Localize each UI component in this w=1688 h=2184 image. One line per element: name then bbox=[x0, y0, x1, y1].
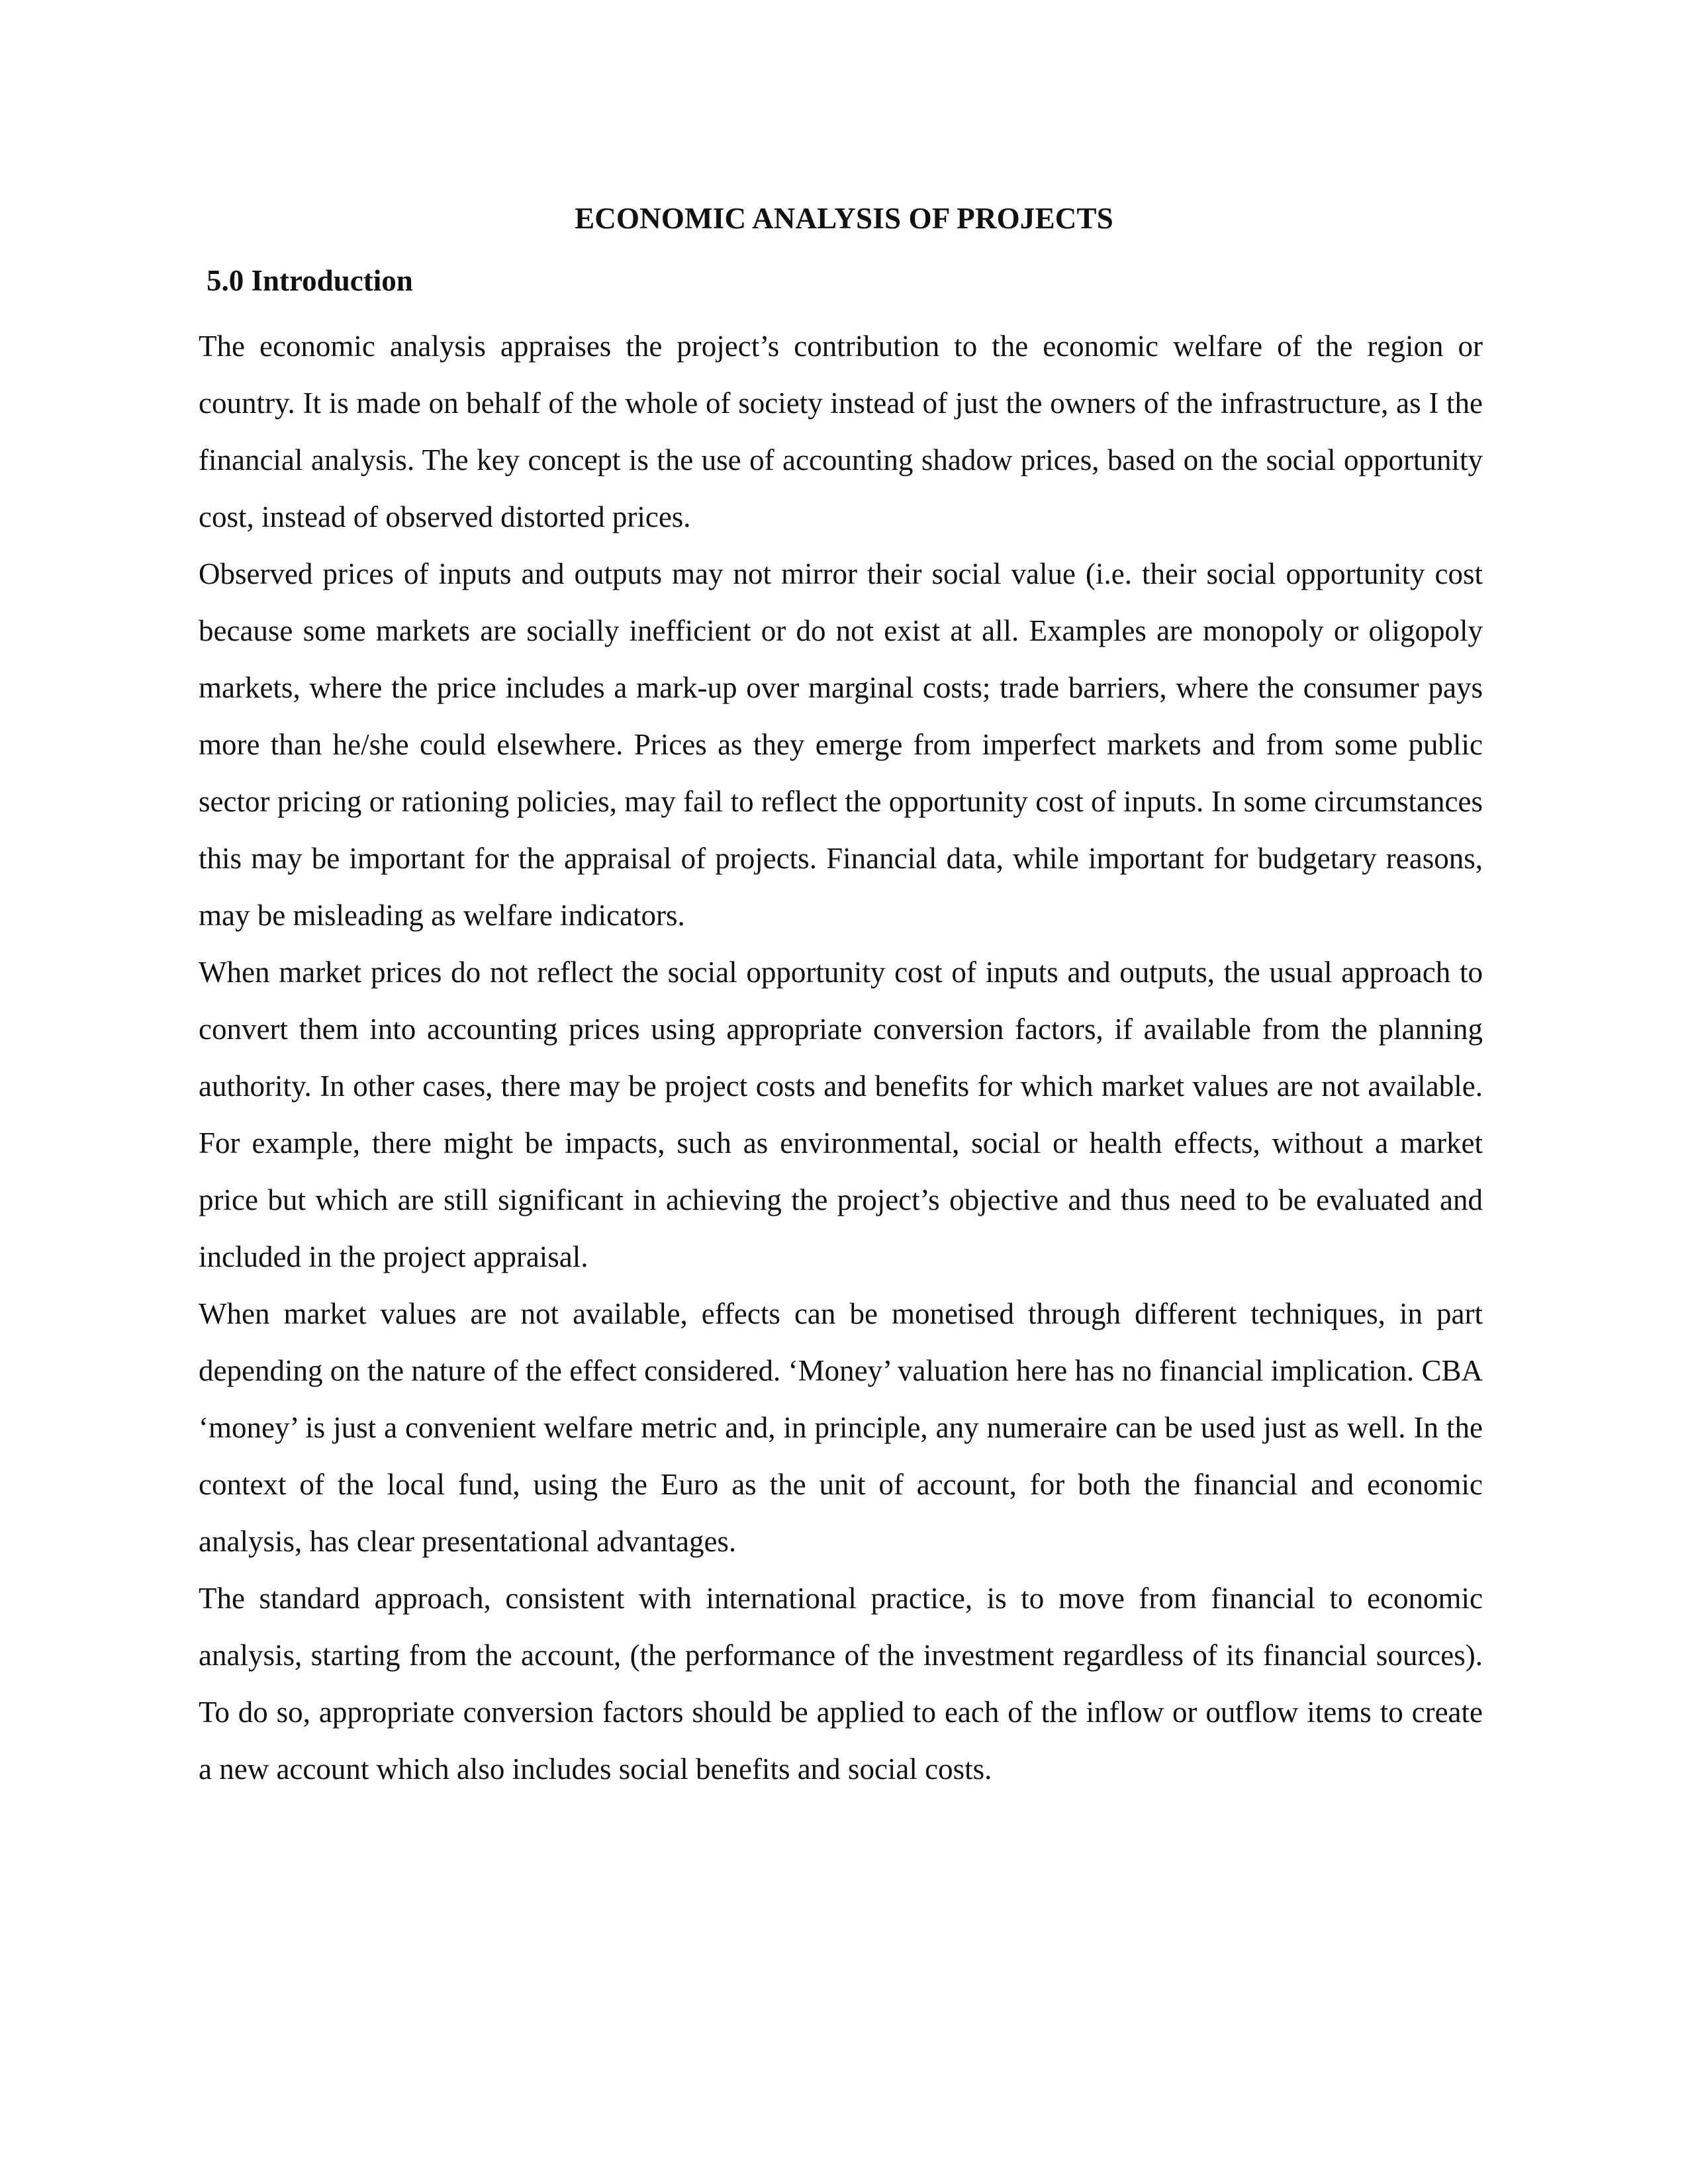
paragraph: The standard approach, consistent with international practice, is to move from financial to economic analysis, starting from the account, (the performance of the investment regardless of its financial sources). To do so, appropriate conversion factors should be applied to each of the inflow or outflow items to create a new account which also includes social benefits and social costs. bbox=[199, 1582, 1483, 1786]
paragraph: When market prices do not reflect the social opportunity cost of inputs and outputs, the usual approach to convert them into accounting prices using appropriate conversion factors, if available from the planning authority. In other cases, there may be project costs and benefits for which market values are not available. For example, there might be impacts, such as environmental, social or health effects, without a market price but which are still significant in achieving the project’s objective and thus need to be evaluated and included in the project appraisal. bbox=[199, 956, 1483, 1273]
paragraph: When market values are not available, effects can be monetised through different techniques, in part depending on the nature of the effect considered. ‘Money’ valuation here has no financial implication. CBA ‘money’ is just a convenient welfare metric and, in principle, any numeraire can be used just as well. In the context of the local fund, using the Euro as the unit of account, for both the financial and economic analysis, has clear presentational advantages. bbox=[199, 1297, 1483, 1558]
document-body bbox=[199, 318, 1483, 1797]
paragraph: The economic analysis appraises the project’s contribution to the economic welfare of the region or country. It is made on behalf of the whole of society instead of just the owners of the infrastructure, as I the financial analysis. The key concept is the use of accounting shadow prices, based on the social opportunity cost, instead of observed distorted prices. bbox=[199, 330, 1483, 533]
paragraph: Observed prices of inputs and outputs may not mirror their social value (i.e. their social opportunity cost because some markets are socially inefficient or do not exist at all. Examples are monopoly or oligopoly markets, where the price includes a mark-up over marginal costs; trade barriers, where the consumer pays more than he/she could elsewhere. Prices as they emerge from imperfect markets and from some public sector pricing or rationing policies, may fail to reflect the opportunity cost of inputs. In some circumstances this may be important for the appraisal of projects. Financial data, while important for budgetary reasons, may be misleading as welfare indicators. bbox=[199, 557, 1483, 932]
document-title: ECONOMIC ANALYSIS OF PROJECTS bbox=[575, 202, 1113, 235]
section-heading: 5.0 Introduction bbox=[207, 264, 413, 297]
